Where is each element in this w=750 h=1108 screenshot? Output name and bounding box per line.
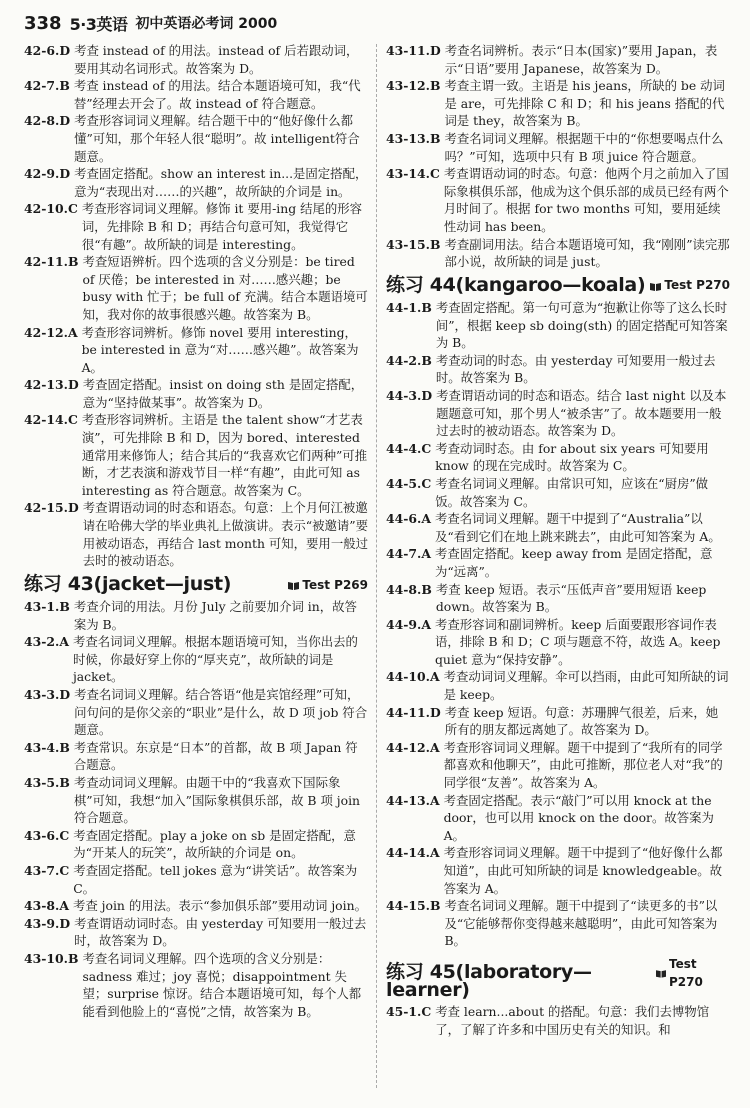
test-page-ref-text: Test P270 — [664, 278, 730, 293]
question-number — [386, 387, 436, 440]
answer-letter: A — [421, 546, 431, 562]
section-heading — [386, 956, 730, 999]
answer-letter: B — [59, 775, 70, 791]
explanation-text: 考查固定搭配。show an interest in...是固定搭配，意为“表现出对……的兴趣”，故所缺的介词是 in。 — [74, 166, 368, 199]
answer-entry — [24, 950, 368, 1020]
answer-letter: C — [421, 475, 432, 491]
test-page-ref-text: Test P270 — [668, 956, 703, 989]
answer-entry — [24, 862, 368, 897]
question-number — [386, 668, 444, 703]
section-heading — [24, 572, 368, 595]
answer-entry — [386, 616, 730, 669]
answer-entry — [24, 686, 368, 739]
answer-entry — [24, 411, 368, 499]
answer-entry — [24, 77, 368, 112]
question-number-text: 44-9. — [386, 616, 422, 632]
question-number — [24, 376, 83, 411]
section-title: 练习 44(kangaroo—koala) — [386, 273, 646, 296]
explanation-text: 考查固定搭配。play a joke on sb 是固定搭配，意为“开某人的玩笑”，故所缺的介词是 on。 — [73, 827, 356, 861]
question-number — [24, 739, 74, 774]
answer-letter: B — [421, 352, 432, 368]
explanation-text: 考查名词词义理解。题干中提到了“Australia”以及“看到它们在地上跳来跳去”，由此可知答案为 A。 — [434, 511, 721, 544]
question-number — [24, 324, 82, 377]
explanation-text: 考查谓语动词时态。由 yesterday 可知要用一般过去时，故答案为 D。 — [74, 915, 367, 949]
answer-entry — [386, 387, 730, 440]
question-number — [386, 475, 435, 510]
explanation-text: 考查动词的时态。由 yesterday 可知要用一般过去时。故答案为 B。 — [435, 352, 716, 386]
explanation-text: 考查常识。东京是“日本”的首都，故 B 项 Japan 符合题意。 — [73, 739, 358, 773]
explanation-text: 考查 instead of 的用法。instead of 后若跟动词，要用其动名词形式。故答案为 D。 — [74, 43, 359, 76]
answer-entry — [24, 200, 368, 253]
page-header — [24, 8, 724, 38]
explanation-text: 考查形容词辨析。主语是 the talent show“才艺表演”，可先排除 B 和 D，因为 bored、interested 通常用来修饰人；结合其后的“我喜欢它们两种”可推断，才艺表演和游戏节目一样“有趣”，由此可知 as interesting as 符合题意。故答案为 C。 — [81, 412, 368, 498]
answer-entry — [386, 545, 730, 580]
page-number: 338 — [24, 12, 62, 34]
question-number-text: 44-3. — [386, 387, 422, 403]
question-number — [386, 545, 435, 580]
answer-letter: D — [67, 377, 79, 393]
explanation-text: 考查主谓一致。主语是 his jeans，所缺的 be 动词是 are，可先排除 C 和 D；和 his jeans 搭配的代词是 they，故答案为 B。 — [444, 78, 725, 129]
explanation-text: 考查动词词义理解。由题干中的“我喜欢下国际象棋”可知，我想“加入”国际象棋俱乐部，故 B 项 join 符合题意。 — [73, 775, 361, 826]
explanation-text: 考查 join 的用法。表示“参加俱乐部”要用动词 join。 — [72, 898, 367, 914]
question-number — [24, 915, 74, 950]
answer-entry — [386, 165, 730, 235]
answer-entry — [24, 598, 368, 633]
answer-entry — [24, 253, 368, 323]
explanation-text: 考查名词词义理解。根据本题语境可知，当你出去的时候，你最好穿上你的“厚夹克”，故所缺的词是 jacket。 — [72, 634, 358, 685]
explanation-text: 考查名词词义理解。四个选项的含义分别是：sadness 难过；joy 喜悦；disappointment 失望；surprise 惊讶。结合本题语境可知，每个人都能看到他脸上的“喜悦”之情，故答案为 B。 — [82, 950, 362, 1019]
explanation-text: 考查介词的用法。月份 July 之前要加介词 in，故答案为 B。 — [73, 599, 357, 632]
answer-letter: B — [421, 581, 432, 597]
question-number — [24, 686, 74, 739]
answer-entry — [24, 827, 368, 862]
question-number — [24, 950, 82, 1020]
answer-letter: C — [429, 166, 440, 182]
question-number — [386, 165, 444, 235]
answer-letter: A — [429, 792, 440, 808]
answer-entry — [24, 112, 368, 165]
test-page-ref — [650, 277, 730, 295]
question-number-text: 43-11. — [386, 43, 430, 58]
question-number-text: 44-2. — [386, 352, 422, 368]
answer-letter: B — [429, 236, 441, 252]
question-number-text: 44-15. — [386, 898, 430, 914]
question-number-text: 44-1. — [386, 300, 422, 316]
question-number-text: 43-3. — [24, 687, 60, 703]
answer-entry — [24, 324, 368, 377]
question-number-text: 42-7. — [24, 78, 60, 94]
question-number — [24, 598, 74, 633]
answer-letter: C — [59, 863, 70, 879]
answer-letter: A — [67, 324, 78, 340]
column-divider — [376, 44, 377, 1088]
answer-letter: D — [429, 704, 441, 720]
explanation-text: 考查 keep 短语。表示“压低声音”要用短语 keep down。故答案为 B。 — [435, 581, 707, 615]
explanation-text: 考查谓语动词的时态和语态。结合 last night 以及本题题意可知，那个男人“被杀害”了。故本题要用一般过去时的被动语态。故答案为 D。 — [436, 387, 727, 439]
explanation-text: 考查谓语动词的时态和语态。句意：上个月何江被邀请在哈佛大学的毕业典礼上做演讲。表示“被邀请”要用被动语态，再结合 last month 可知，要用一般过去时的被动语态。 — [82, 500, 368, 569]
test-page-ref — [288, 577, 368, 595]
answer-letter: A — [429, 845, 440, 861]
answer-letter: A — [429, 669, 440, 685]
question-number-text: 42-6. — [24, 43, 60, 58]
test-page-ref — [656, 956, 730, 991]
question-number — [386, 704, 445, 739]
brand-logo: 5·3英语 — [69, 14, 128, 34]
explanation-text: 考查名词辨析。表示“日本(国家)”要用 Japan，表示“日语”要用 Japanese，故答案为 D。 — [444, 43, 718, 76]
question-number — [386, 897, 444, 950]
question-number-text: 44-11. — [386, 704, 430, 720]
question-number-text: 44-10. — [386, 669, 430, 685]
answer-letter: D — [59, 687, 71, 703]
answer-letter: B — [59, 739, 70, 755]
answer-letter: D — [429, 43, 441, 58]
answer-entry — [24, 774, 368, 827]
question-number — [24, 165, 74, 200]
explanation-text: 考查固定搭配。表示“敲门”可以用 knock at the door，也可以用 knock on the door。故答案为 A。 — [443, 792, 714, 843]
question-number — [24, 42, 74, 77]
question-number — [24, 253, 82, 323]
answer-entry — [386, 739, 730, 792]
explanation-text: 考查固定搭配。insist on doing sth 是固定搭配，意为“坚持做某事”。故答案为 D。 — [82, 377, 364, 410]
explanation-text: 考查短语辨析。四个选项的含义分别是：be tired of 厌倦；be interested in 对……感兴趣；be busy with 忙于；be full of 充满。结合本题语境可知，我对你的故事很感兴趣。故答案为 B。 — [82, 254, 368, 322]
answer-entry — [386, 440, 730, 475]
question-number — [386, 352, 436, 387]
question-number — [24, 633, 73, 686]
answer-entry — [24, 42, 368, 77]
question-number-text: 42-15. — [24, 500, 68, 516]
question-number — [24, 827, 73, 862]
question-number — [386, 42, 445, 77]
answer-letter: C — [67, 201, 78, 217]
explanation-text: 考查形容词和副词辨析。keep 后面要跟形容词作表语，排除 B 和 D；C 项与题意不符，故选 A。keep quiet 意为“保持安静”。 — [434, 616, 721, 667]
answer-entry — [386, 581, 730, 616]
answer-entry — [386, 475, 730, 510]
book-icon — [650, 282, 661, 291]
answer-letter: B — [59, 78, 70, 94]
question-number-text: 43-8. — [24, 898, 60, 914]
question-number — [24, 862, 73, 897]
question-number-text: 43-9. — [24, 915, 60, 931]
question-number — [386, 510, 435, 545]
answer-letter: A — [429, 739, 440, 755]
answer-entry — [386, 844, 730, 897]
question-number — [386, 581, 436, 616]
answer-entry — [386, 77, 730, 130]
answer-entry — [386, 42, 730, 77]
answer-entry — [386, 299, 730, 352]
explanation-text: 考查固定搭配。keep away from 是固定搭配，意为“远离”。 — [434, 546, 713, 579]
answer-entry — [24, 633, 368, 686]
answer-letter: A — [59, 898, 69, 914]
answer-entry — [386, 130, 730, 165]
book-title: 初中英语必考词 2000 — [135, 16, 278, 32]
section-title: 练习 43(jacket—just) — [24, 572, 232, 595]
answer-letter: C — [59, 827, 70, 843]
question-number-text: 43-2. — [24, 634, 60, 650]
answer-entry — [24, 915, 368, 950]
section-heading — [386, 273, 730, 296]
answer-letter: D — [59, 113, 71, 129]
answer-entry — [386, 897, 730, 950]
explanation-text: 考查名词词义理解。题干中提到了“读更多的书”以及“它能够帮你变得越来越聪明”，由此可知答案为 B。 — [444, 898, 718, 949]
question-number — [24, 897, 73, 915]
question-number-text: 43-13. — [386, 130, 430, 146]
answer-letter: B — [429, 78, 441, 94]
left-column — [24, 42, 368, 1100]
question-number-text: 44-6. — [386, 511, 422, 527]
question-number-text: 43-15. — [386, 236, 430, 252]
explanation-text: 考查形容词词义理解。题干中提到了“我所有的同学都喜欢和他聊天”，由此可推断，那位老人对“我”的同学很“友善”。故答案为 A。 — [443, 739, 723, 791]
question-number-text: 44-13. — [386, 792, 430, 808]
question-number-text: 44-12. — [386, 739, 430, 755]
question-number-text: 43-5. — [24, 775, 60, 791]
question-number — [386, 792, 444, 845]
book-icon — [288, 581, 299, 590]
answer-letter: D — [421, 387, 433, 403]
answer-entry — [24, 376, 368, 411]
answer-entry — [386, 236, 730, 271]
explanation-text: 考查名词词义理解。由常识可知，应该在“厨房”做饭。故答案为 C。 — [435, 475, 709, 509]
explanation-text: 考查动词词义理解。伞可以挡雨，由此可知所缺的词是 keep。 — [443, 669, 729, 703]
answer-entry — [386, 352, 730, 387]
question-number — [24, 112, 74, 165]
question-number — [386, 130, 444, 165]
question-number-text: 43-6. — [24, 827, 60, 843]
question-number-text: 42-13. — [24, 377, 68, 393]
question-number-text: 44-7. — [386, 546, 422, 562]
answer-entry — [386, 510, 730, 545]
question-number — [24, 774, 74, 827]
question-number-text: 42-12. — [24, 324, 68, 340]
section-title: 练习 45(laboratory—learner) — [386, 961, 592, 1001]
explanation-text: 考查谓语动词的时态。句意：他两个月之前加入了国际象棋俱乐部，他成为这个俱乐部的成员已经有两个月时间了。根据 for two months 可知，要用延续性动词 has been。 — [443, 166, 729, 234]
question-number-text: 42-14. — [24, 412, 68, 428]
answer-entry — [386, 668, 730, 703]
explanation-text: 考查形容词词义理解。修饰 it 要用-ing 结尾的形容词，先排除 B 和 D；再结合句意可知，我觉得它很“有趣”。故所缺的词是 interesting。 — [81, 201, 363, 252]
explanation-text: 考查名词词义理解。结合答语“他是宾馆经理”可知，问句问的是你父亲的“职业”是什么，故 D 项 job 符合题意。 — [74, 687, 368, 738]
question-number — [24, 411, 82, 499]
explanation-text: 考查副词用法。结合本题语境可知，我“刚刚”读完那部小说，故所缺的词是 just。 — [444, 236, 730, 270]
answer-entry — [24, 739, 368, 774]
question-number-text: 45-1. — [386, 1004, 422, 1020]
answer-letter: A — [59, 634, 69, 650]
explanation-text: 考查形容词词义理解。题干中提到了“他好像什么都知道”，由此可知所缺的词是 knowledgeable。故答案为 A。 — [443, 845, 723, 896]
answer-letter: B — [429, 898, 441, 914]
question-number — [386, 739, 444, 792]
question-number-text: 43-10. — [24, 950, 68, 966]
question-number-text: 42-8. — [24, 113, 60, 129]
answer-letter: B — [59, 599, 70, 615]
question-number-text: 43-12. — [386, 78, 430, 94]
question-number — [24, 200, 82, 253]
right-column — [386, 42, 730, 1100]
answer-letter: D — [59, 915, 71, 931]
question-number-text: 43-4. — [24, 739, 60, 755]
explanation-text: 考查固定搭配。tell jokes 意为“讲笑话”。故答案为 C。 — [73, 863, 358, 896]
question-number — [386, 299, 436, 352]
question-number-text: 44-8. — [386, 581, 422, 597]
question-number-text: 44-5. — [386, 475, 422, 491]
answer-letter: B — [67, 950, 79, 966]
question-number — [386, 616, 435, 669]
answer-entry — [24, 165, 368, 200]
answer-entry — [386, 792, 730, 845]
explanation-text: 考查 learn...about 的搭配。句意：我们去博物馆了，了解了许多和中国历史有关的知识。和 — [435, 1004, 710, 1037]
answer-letter: A — [421, 511, 431, 527]
answer-entry — [386, 1003, 730, 1038]
question-number — [386, 77, 444, 130]
question-number-text: 42-10. — [24, 201, 68, 217]
question-number-text: 43-7. — [24, 863, 60, 879]
question-number — [386, 440, 435, 475]
answer-letter: C — [421, 440, 432, 456]
answer-letter: C — [67, 412, 78, 428]
answer-letter: D — [59, 166, 71, 182]
answer-letter: A — [421, 616, 431, 632]
question-number-text: 43-1. — [24, 599, 60, 615]
explanation-text: 考查动词时态。由 for about six years 可知要用 know 的现在完成时。故答案为 C。 — [435, 440, 709, 474]
question-number-text: 42-11. — [24, 254, 68, 270]
answer-letter: B — [67, 254, 79, 270]
question-number — [386, 236, 444, 271]
answer-entry — [24, 897, 368, 915]
explanation-text: 考查 keep 短语。句意：苏珊脾气很差，后来，她所有的朋友都远离她了。故答案为 D。 — [444, 704, 719, 738]
answer-letter: B — [421, 300, 432, 316]
answer-letter: D — [59, 43, 71, 58]
answer-entry — [386, 704, 730, 739]
question-number-text: 44-4. — [386, 440, 422, 456]
answer-letter: D — [67, 500, 79, 516]
question-number — [24, 499, 83, 569]
question-number — [386, 844, 444, 897]
answer-letter: C — [421, 1004, 432, 1020]
explanation-text: 考查固定搭配。第一句可意为“抱歉让你等了这么长时间”，根据 keep sb doing(sth) 的固定搭配可知答案为 B。 — [435, 300, 728, 351]
answer-letter: B — [429, 130, 441, 146]
book-icon — [656, 969, 666, 978]
test-page-ref-text: Test P269 — [302, 577, 368, 592]
answer-entry — [24, 499, 368, 569]
explanation-text: 考查 instead of 的用法。结合本题语境可知，我“代替”经理去开会了。故 instead of 符合题意。 — [73, 78, 361, 111]
question-number-text: 43-14. — [386, 166, 430, 182]
question-number-text: 42-9. — [24, 166, 60, 182]
question-number-text: 44-14. — [386, 845, 430, 861]
question-number — [386, 1003, 435, 1038]
question-number — [24, 77, 74, 112]
explanation-text: 考查形容词辨析。修饰 novel 要用 interesting，be interested in 意为“对……感兴趣”。故答案为 A。 — [81, 324, 359, 375]
explanation-text: 考查形容词词义理解。结合题干中的“他好像什么都懂”可知，那个年轻人很“聪明”。故 intelligent符合题意。 — [74, 113, 360, 164]
explanation-text: 考查名词词义理解。根据题干中的“你想要喝点什么吗？”可知，选项中只有 B 项 juice 符合题意。 — [444, 130, 724, 164]
